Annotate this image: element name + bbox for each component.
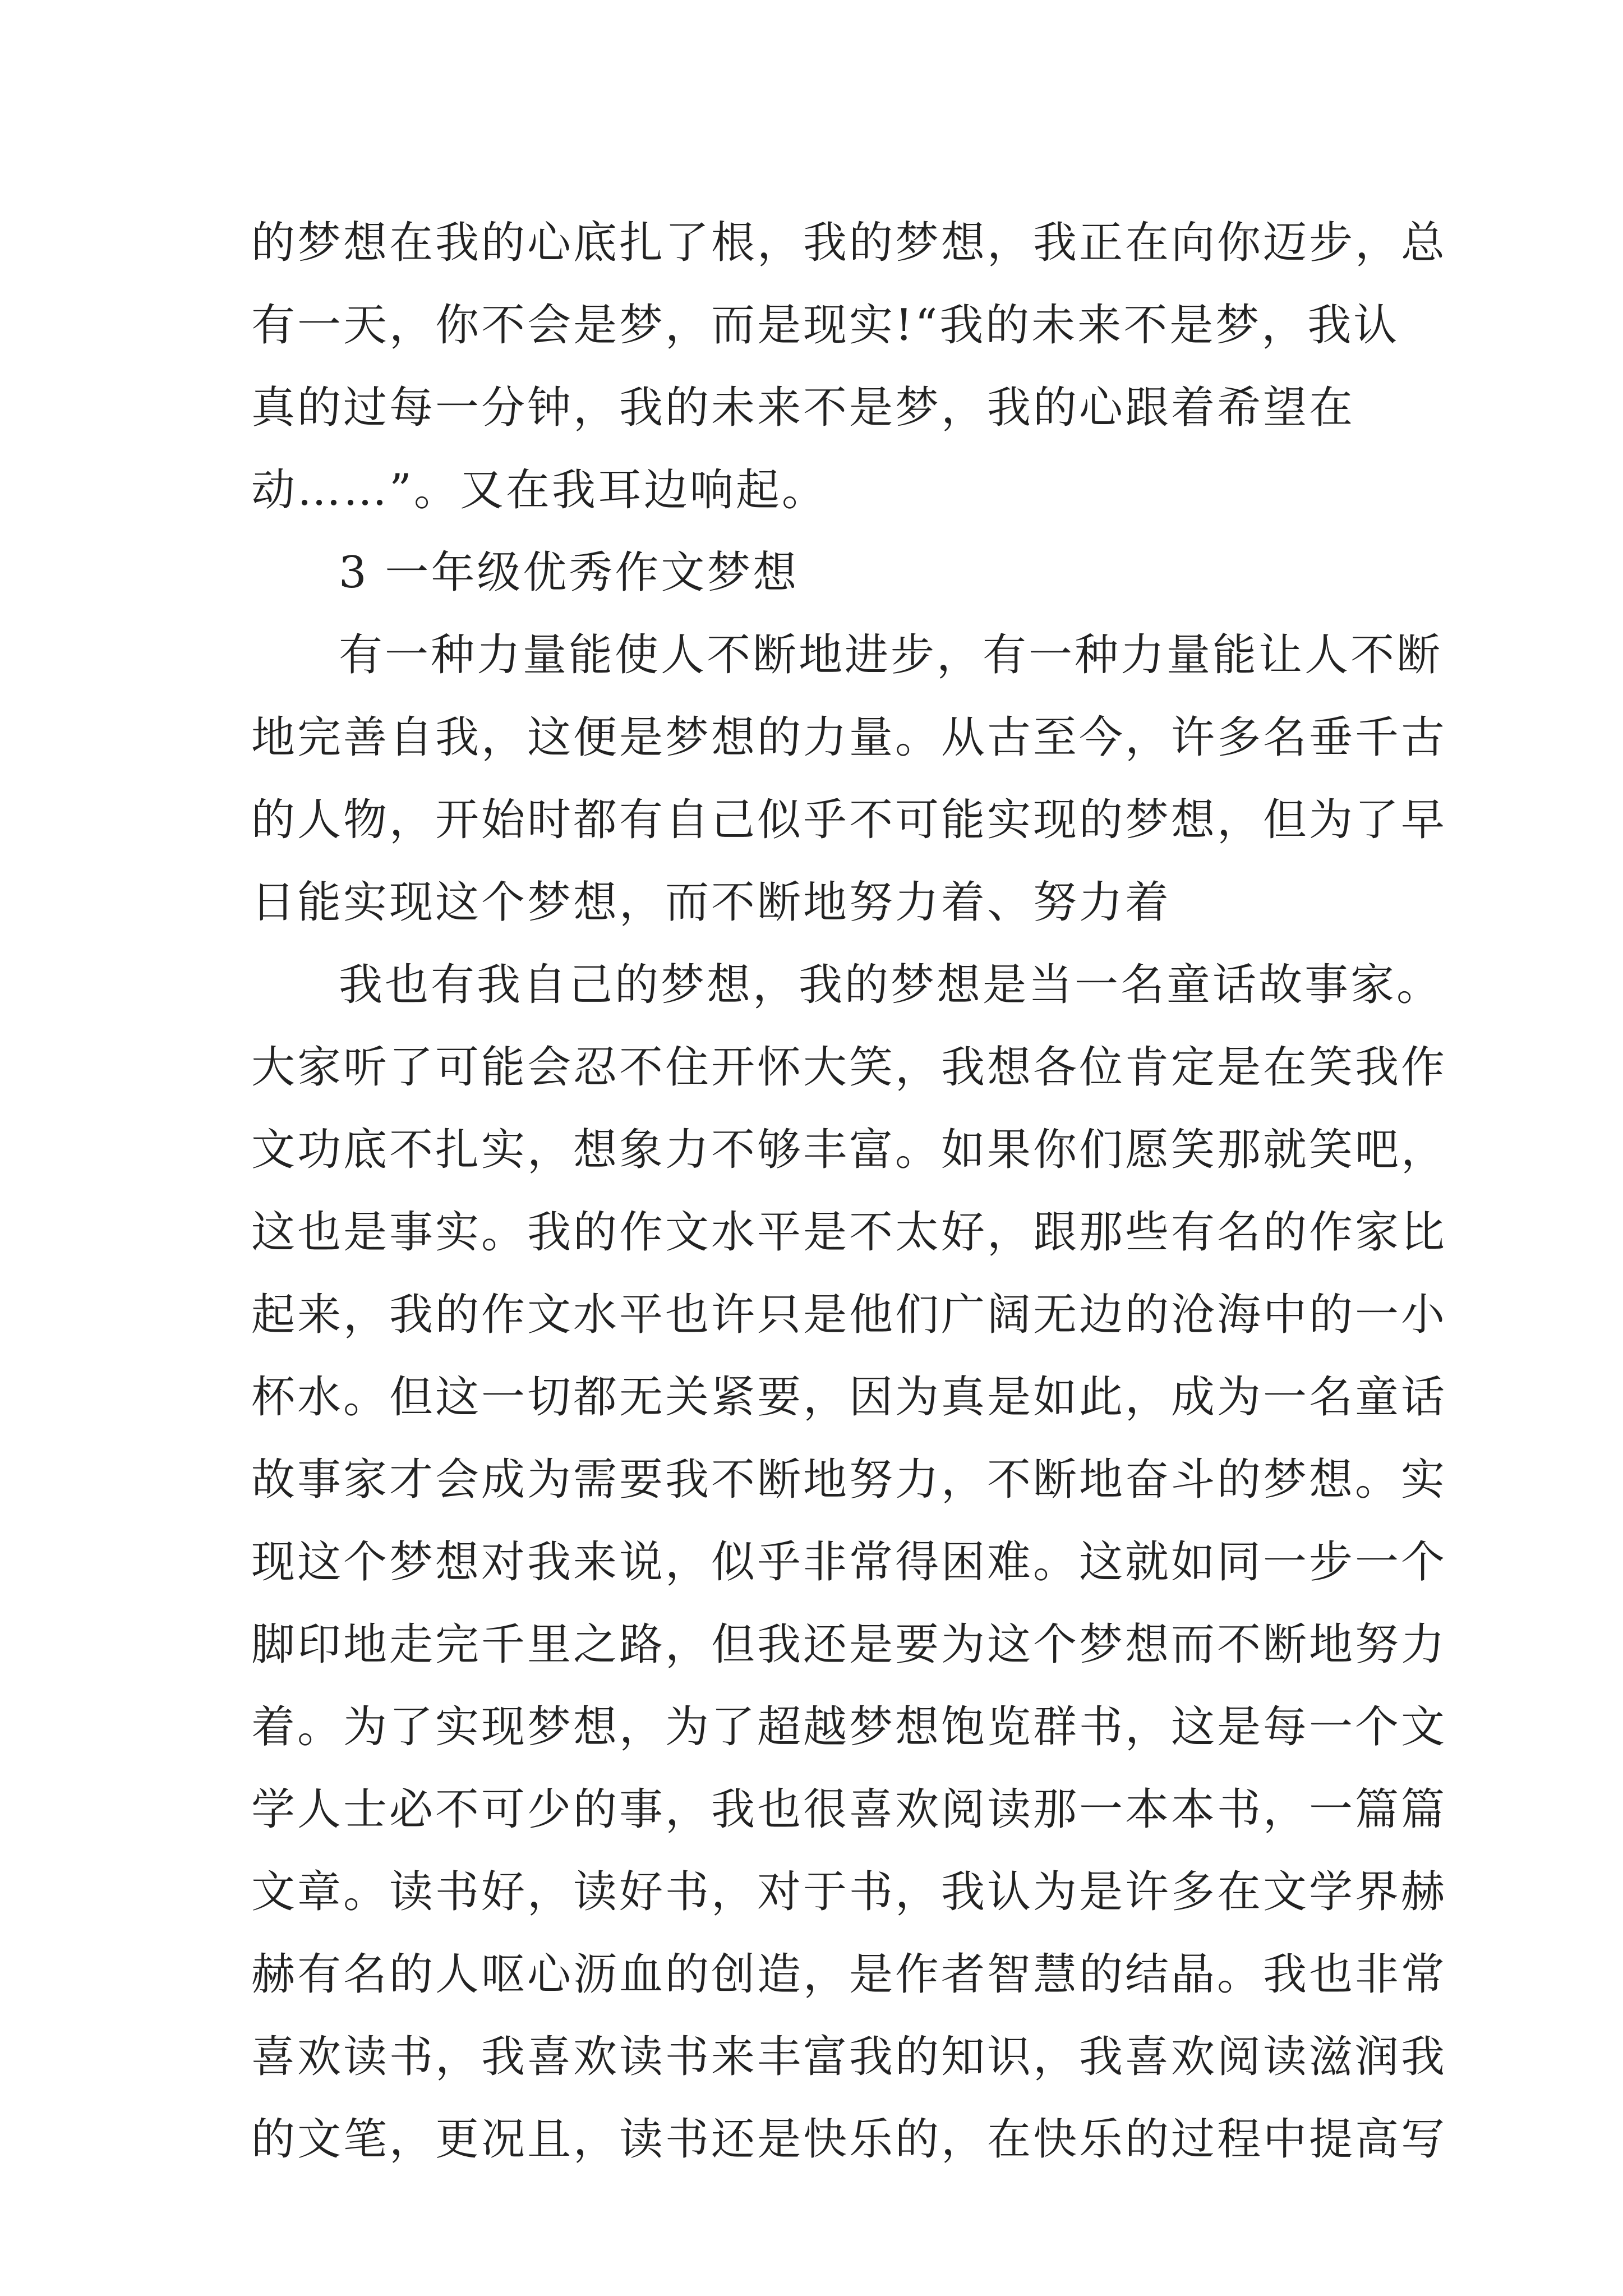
text-line: 的梦想在我的心底扎了根，我的梦想，我正在向你迈步，总 [251,218,1447,268]
text-line: 杯水。但这一切都无关紧要，因为真是如此，成为一名童话 [251,1372,1447,1423]
text-line: 日能实现这个梦想，而不断地努力着、努力着 [251,877,1172,928]
text-line: 有一天，你不会是梦，而是现实!“我的未来不是梦，我认 [251,300,1400,351]
text-line: 的文笔，更况且，读书还是快乐的，在快乐的过程中提高写 [251,2114,1447,2165]
section-heading: 3 一年级优秀作文梦想 [339,547,799,598]
paragraph-start-line: 我也有我自己的梦想，我的梦想是当一名童话故事家。 [339,960,1443,1010]
text-line: 学人士必不可少的事，我也很喜欢阅读那一本本书，一篇篇 [251,1784,1447,1835]
text-line: 起来，我的作文水平也许只是他们广阔无边的沧海中的一小 [251,1290,1447,1340]
text-line: 脚印地走完千里之路，但我还是要为这个梦想而不断地努力 [251,1619,1447,1670]
paragraph-start-line: 有一种力量能使人不断地进步，有一种力量能让人不断 [339,630,1443,680]
text-line: 真的过每一分钟，我的未来不是梦，我的心跟着希望在 [251,383,1355,433]
text-line: 喜欢读书，我喜欢读书来丰富我的知识，我喜欢阅读滋润我 [251,2032,1447,2082]
text-line: 故事家才会成为需要我不断地努力，不断地奋斗的梦想。实 [251,1455,1447,1505]
text-line: 现这个梦想对我来说，似乎非常得困难。这就如同一步一个 [251,1537,1447,1588]
text-line: 赫有名的人呕心沥血的创造，是作者智慧的结晶。我也非常 [251,1949,1447,2000]
text-line: 着。为了实现梦想，为了超越梦想饱览群书，这是每一个文 [251,1702,1447,1752]
text-line: 文功底不扎实，想象力不够丰富。如果你们愿笑那就笑吧， [251,1125,1447,1175]
text-line: 大家听了可能会忍不住开怀大笑，我想各位肯定是在笑我作 [251,1042,1447,1093]
document-body [251,202,1447,2181]
text-line: 地完善自我，这便是梦想的力量。从古至今，许多名垂千古 [251,712,1447,763]
text-line: 动……”。又在我耳边响起。 [251,465,828,516]
text-line: 文章。读书好，读好书，对于书，我认为是许多在文学界赫 [251,1867,1447,1917]
text-line: 的人物，开始时都有自己似乎不可能实现的梦想，但为了早 [251,795,1447,845]
text-line: 这也是事实。我的作文水平是不太好，跟那些有名的作家比 [251,1207,1447,1258]
